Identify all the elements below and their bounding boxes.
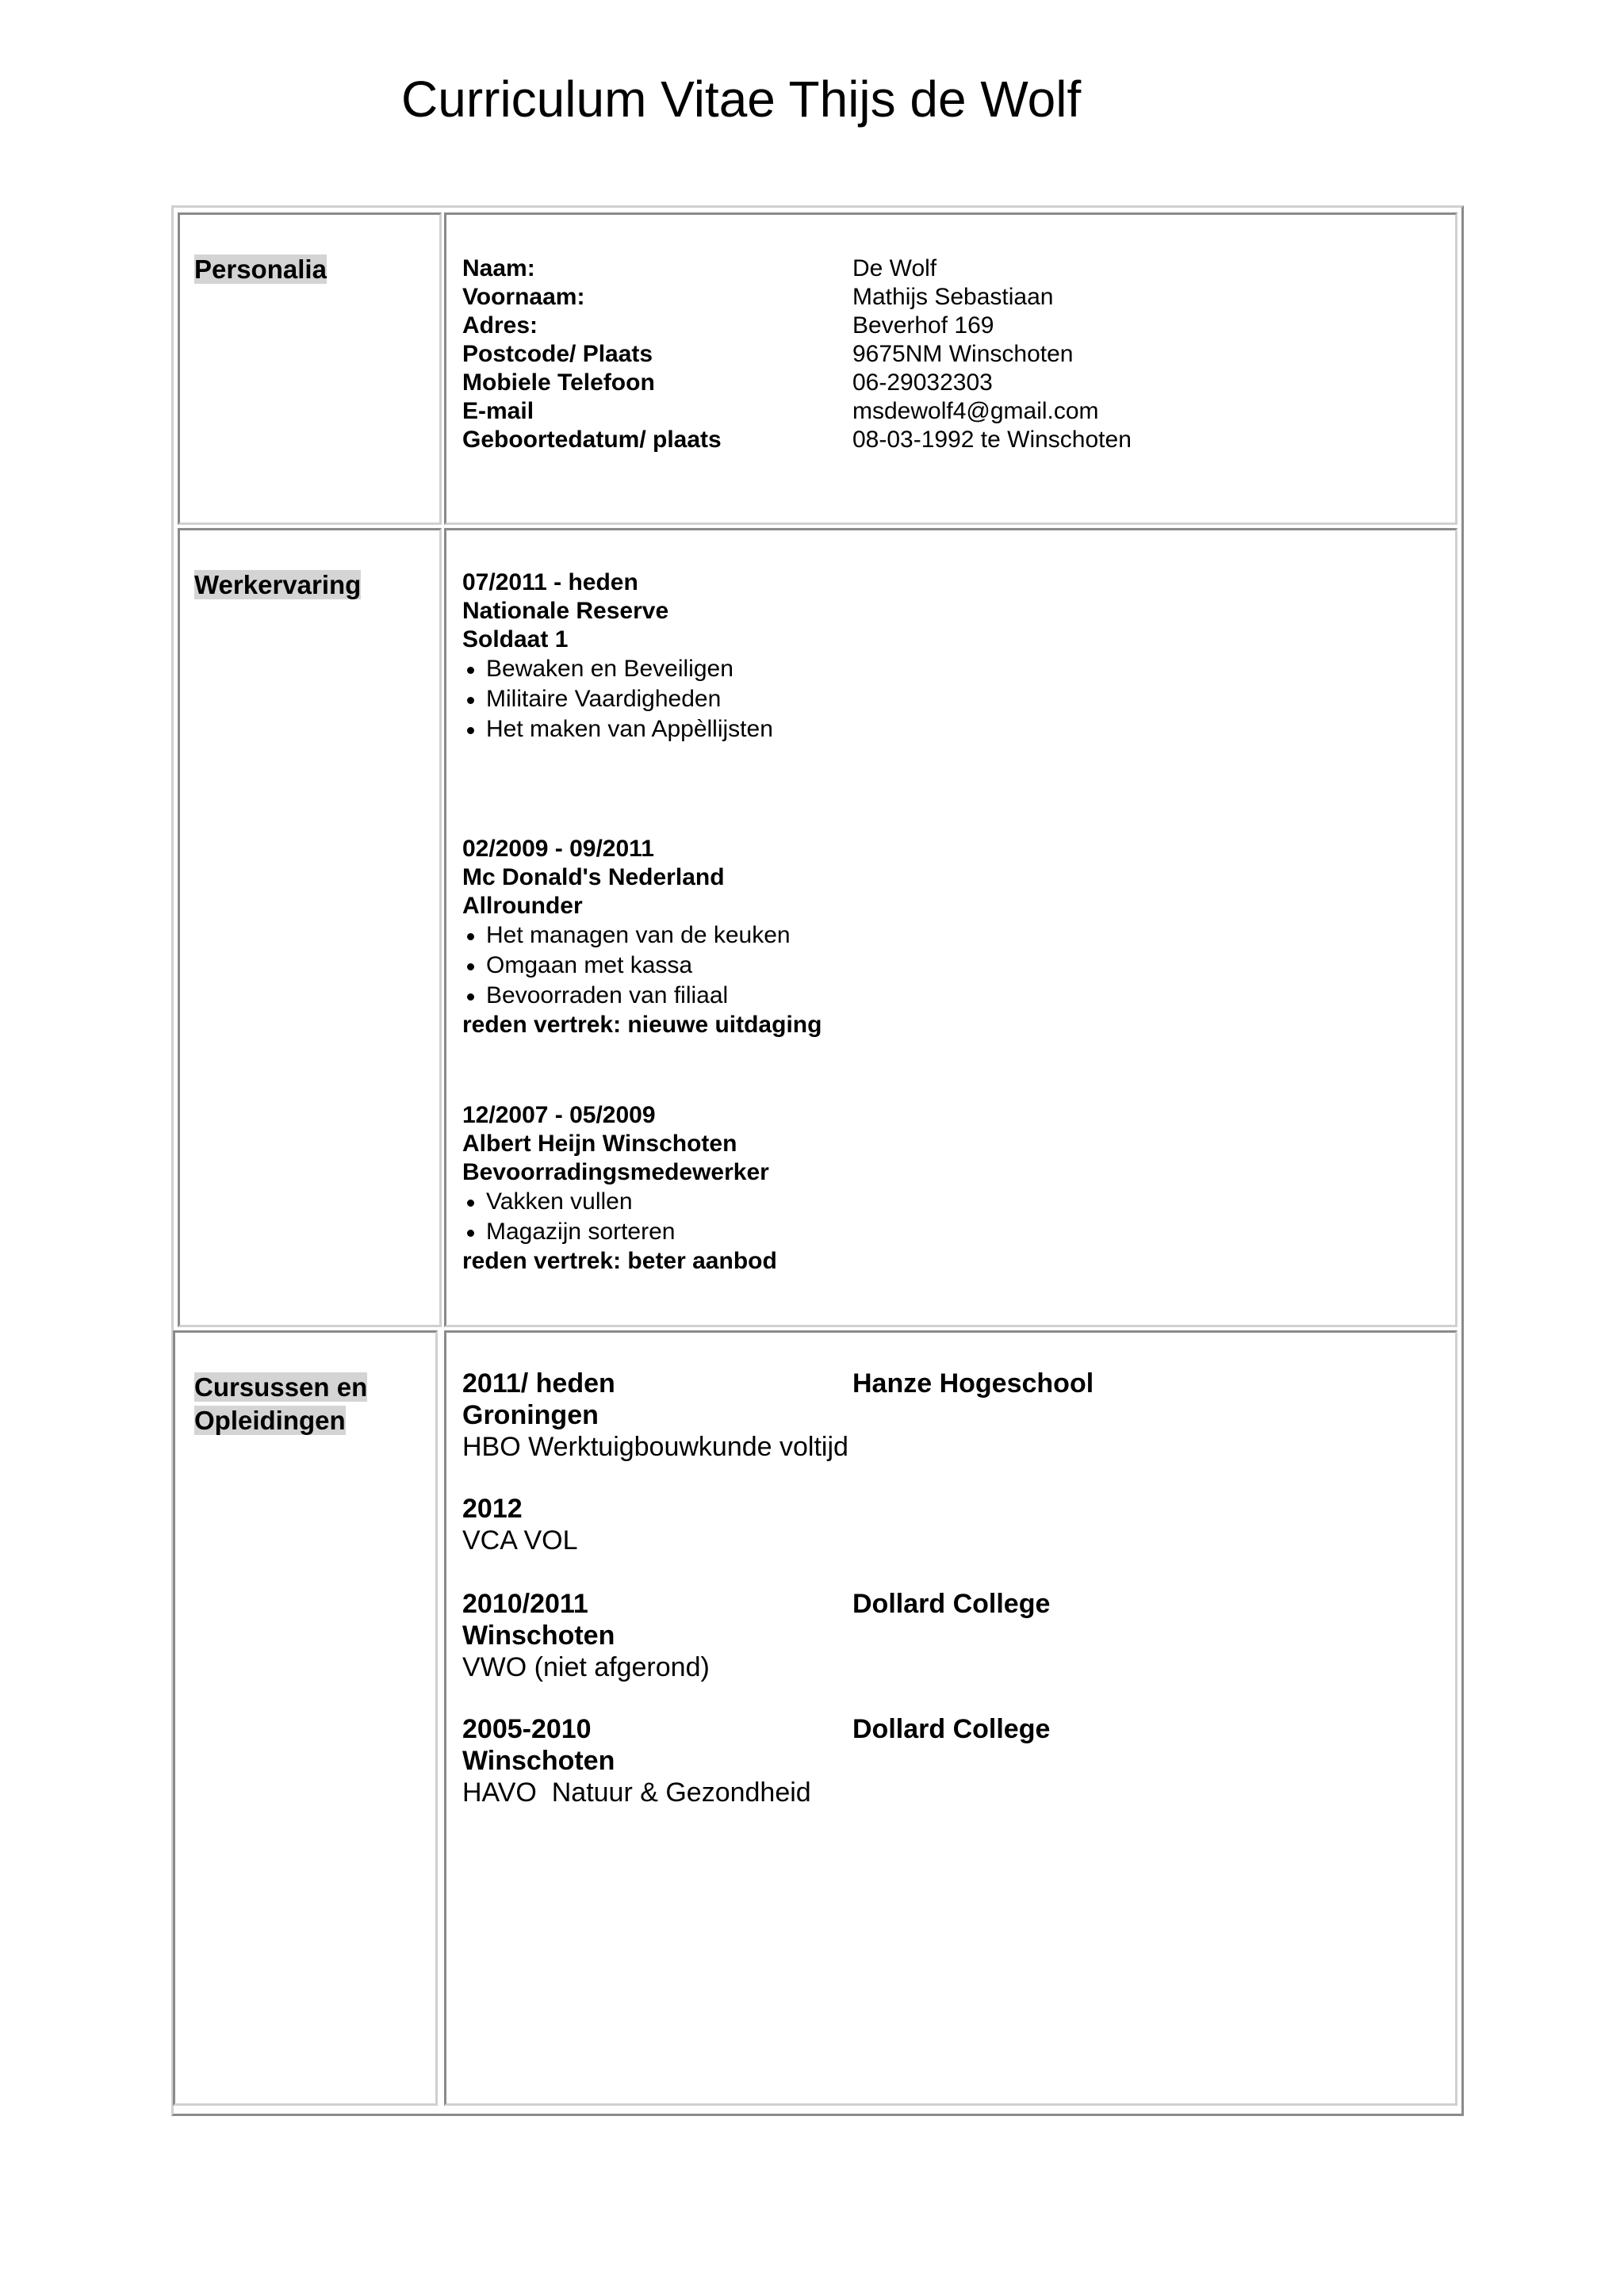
education-city: Winschoten — [462, 1746, 615, 1776]
job-employer: Mc Donald's Nederland — [462, 864, 725, 890]
personalia-list — [462, 254, 1439, 454]
section-label-personalia: Personalia — [194, 254, 327, 284]
education-school: Dollard College — [852, 1714, 1051, 1744]
job-employer: Nationale Reserve — [462, 598, 669, 624]
section-label-werkervaring: Werkervaring — [194, 570, 362, 599]
education-course: VCA VOL — [462, 1525, 578, 1556]
job-tasks — [462, 654, 773, 744]
personalia-row: Mobiele Telefoon 06-29032303 — [462, 369, 993, 396]
personalia-row: Naam: De Wolf — [462, 255, 937, 281]
education-school: Dollard College — [852, 1589, 1051, 1619]
list-item: Bevoorraden van filiaal — [462, 981, 822, 1011]
job-leave-reason: reden vertrek: nieuwe uitdaging — [462, 1012, 822, 1038]
job-entry — [462, 568, 773, 744]
job-period: 12/2007 - 05/2009 — [462, 1102, 656, 1128]
job-employer: Albert Heijn Winschoten — [462, 1131, 737, 1157]
personalia-row: Postcode/ Plaats 9675NM Winschoten — [462, 341, 1074, 367]
education-entry — [462, 1713, 1051, 1808]
education-course: HBO Werktuigbouwkunde voltijd — [462, 1432, 848, 1462]
education-course: VWO (niet afgerond) — [462, 1652, 710, 1682]
personalia-row: Voornaam: Mathijs Sebastiaan — [462, 284, 1054, 310]
job-tasks — [462, 1187, 777, 1247]
education-year: 2012 — [462, 1494, 523, 1524]
personalia-row: Geboortedatum/ plaats 08-03-1992 te Winschoten — [462, 427, 1132, 453]
list-item: Militaire Vaardigheden — [462, 684, 773, 714]
job-role: Bevoorradingsmedewerker — [462, 1159, 769, 1185]
education-school: Hanze Hogeschool — [852, 1368, 1094, 1399]
list-item: Het managen van de keuken — [462, 920, 822, 951]
job-leave-reason: reden vertrek: beter aanbod — [462, 1248, 777, 1274]
list-item: Omgaan met kassa — [462, 951, 822, 981]
section-label-opleidingen: Cursussen en Opleidingen — [194, 1372, 368, 1435]
list-item: Bewaken en Beveiligen — [462, 654, 773, 684]
education-city: Groningen — [462, 1400, 599, 1430]
job-role: Allrounder — [462, 893, 583, 919]
opleidingen-label-cell — [173, 1330, 438, 2106]
education-city: Winschoten — [462, 1621, 615, 1651]
job-period: 02/2009 - 09/2011 — [462, 836, 654, 862]
education-year: 2011/ heden — [462, 1368, 615, 1399]
list-item: Vakken vullen — [462, 1187, 777, 1217]
job-period: 07/2011 - heden — [462, 569, 638, 595]
werkervaring-content-cell — [444, 528, 1457, 1327]
job-entry — [462, 1101, 777, 1276]
job-entry — [462, 835, 822, 1039]
education-course: HAVO Natuur & Gezondheid — [462, 1777, 811, 1808]
werkervaring-label-cell — [178, 528, 442, 1327]
education-entry — [462, 1368, 1094, 1463]
education-year: 2005-2010 — [462, 1714, 592, 1744]
document-title: Curriculum Vitae Thijs de Wolf — [401, 71, 1082, 128]
education-year: 2010/2011 — [462, 1589, 588, 1619]
education-entry — [462, 1588, 1051, 1683]
email-value: msdewolf4@gmail.com — [852, 398, 1099, 424]
job-tasks — [462, 920, 822, 1011]
personalia-label-cell — [178, 212, 442, 525]
personalia-content-cell — [444, 212, 1457, 525]
education-entry — [462, 1493, 578, 1556]
job-role: Soldaat 1 — [462, 626, 569, 652]
list-item: Het maken van Appèllijsten — [462, 714, 773, 744]
list-item: Magazijn sorteren — [462, 1217, 777, 1247]
personalia-row: Adres: Beverhof 169 — [462, 312, 994, 339]
personalia-row: E-mail msdewolf4@gmail.com — [462, 398, 1099, 424]
opleidingen-content-cell — [444, 1330, 1457, 2106]
